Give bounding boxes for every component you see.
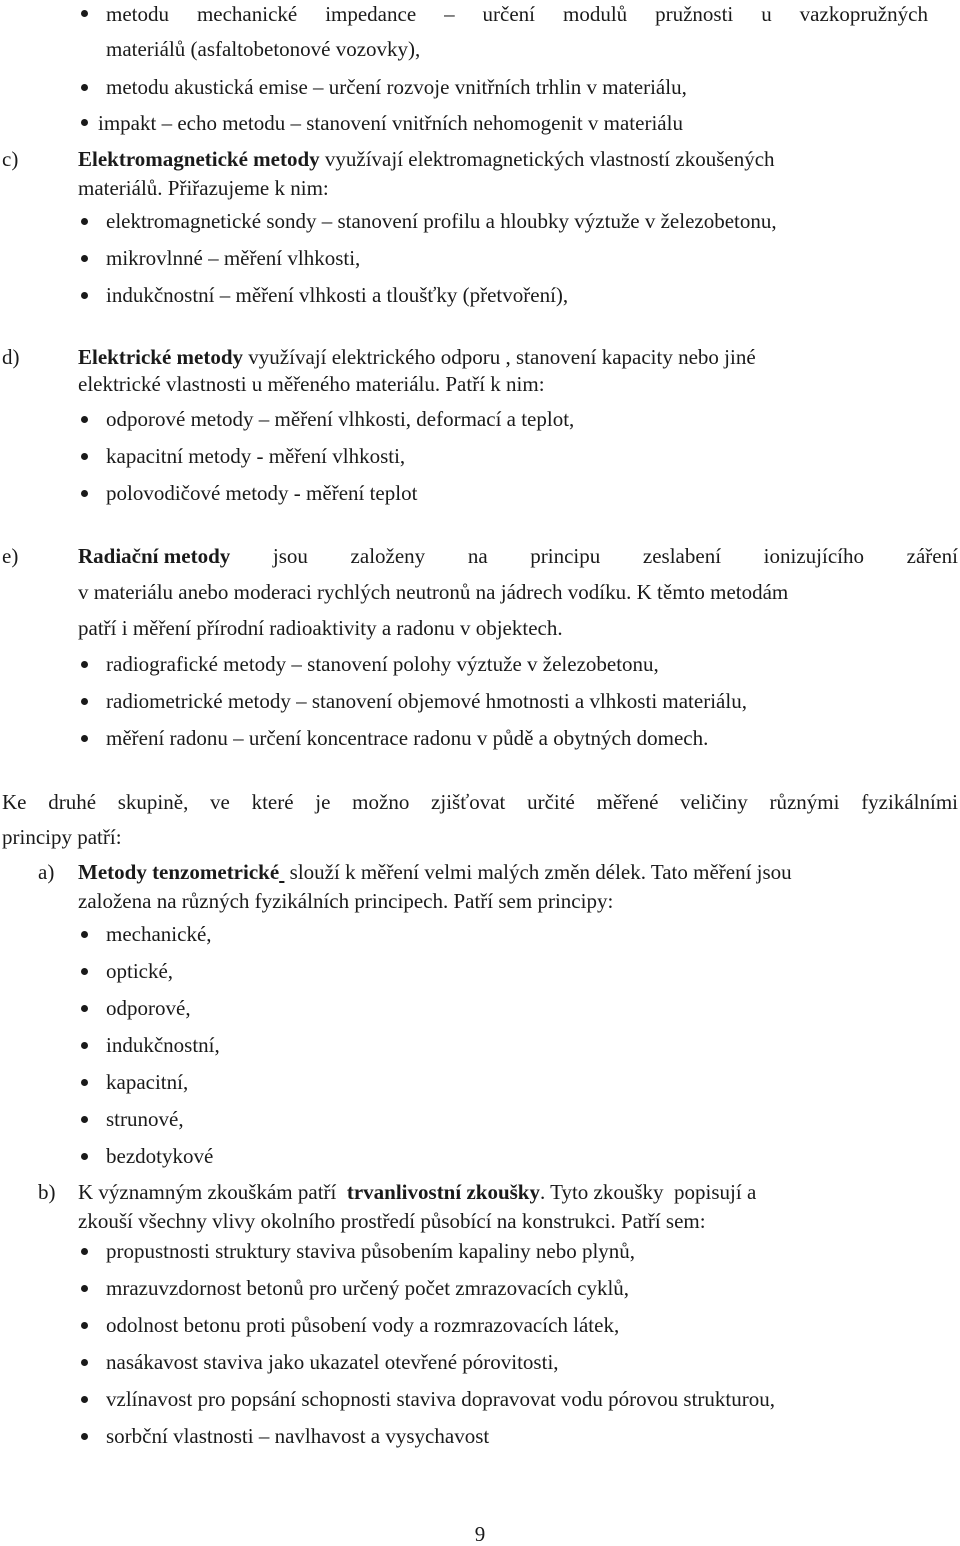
top-bullet-2-text: metodu akustická emise – určení rozvoje vnitřních trhlin v materiálu, [106,75,687,99]
section-e-line3: patří i měření přírodní radioaktivity a radonu v objektech. [78,616,563,640]
group2-b-line1 [78,1180,756,1204]
bullet-icon [81,453,88,460]
group2-a-label: a) [38,860,55,884]
bullet-icon [81,1042,88,1049]
bullet-icon [81,1285,88,1292]
bullet-icon [81,119,88,126]
group2-b-line1-rest: . Tyto zkoušky popisují a [539,1180,757,1204]
top-bullet-1-line2: materiálů (asfaltobetonové vozovky), [106,37,421,61]
top-bullet-3-text: impakt – echo metodu – stanovení vnitřních nehomogenit v materiálu [98,111,683,135]
group2-b-label: b) [38,1180,56,1204]
bullet-icon [81,218,88,225]
section-e-label: e) [2,544,19,568]
section-d-line1 [78,345,756,369]
bullet-icon [81,1079,88,1086]
page-number: 9 [474,1522,486,1546]
bullet-icon [81,931,88,938]
section-c-title: Elektromagnetické metody [78,147,320,171]
group2-b-line1-pre: K významným zkouškám patří [78,1180,337,1204]
section-e-bullet-2: radiometrické metody – stanovení objemové hmotnosti a vlhkosti materiálu, [106,689,747,713]
section-d-bullet-1: odporové metody – měření vlhkosti, deformací a teplot, [106,407,575,431]
bullet-icon [81,1396,88,1403]
group2-b-bullet-3: odolnost betonu proti působení vody a rozmrazovacích látek, [106,1313,620,1337]
group2-a-bullet-1: mechanické, [106,922,212,946]
section-e-bullet-1: radiografické metody – stanovení polohy výztuže v železobetonu, [106,652,659,676]
bullet-icon [81,490,88,497]
group2-a-bullet-2: optické, [106,959,174,983]
section-c-label: c) [2,147,19,171]
bullet-icon [81,698,88,705]
section-e-title: Radiační metody [78,544,231,568]
bullet-icon [81,292,88,299]
group2-b-bullet-1: propustnosti struktury staviva působením kapaliny nebo plynů, [106,1239,636,1263]
section-d-bullet-2: kapacitní metody - měření vlhkosti, [106,444,406,468]
bullet-icon [81,1153,88,1160]
bullet-icon [81,735,88,742]
bullet-icon [81,1248,88,1255]
section-c-bullet-1: elektromagnetické sondy – stanovení profilu a hloubky výztuže v železobetonu, [106,209,777,233]
bullet-icon [81,84,88,91]
section-d-line2: elektrické vlastnosti u měřeného materiálu. Patří k nim: [78,372,545,396]
group2-b-bullet-5: vzlínavost pro popsání schopnosti staviva dopravovat vodu pórovou strukturou, [106,1387,775,1411]
section-d-bullet-3: polovodičové metody - měření teplot [106,481,418,505]
group2-a-line1-rest: slouží k měření velmi malých změn délek. Tato měření jsou [289,860,792,884]
section-d-line1-rest: využívají elektrického odporu , stanovení kapacity nebo jiné [248,345,756,369]
group2-a-line1 [78,860,792,884]
group2-a-line2: založena na různých fyzikálních principech. Patří sem principy: [78,889,614,913]
section-e-bullet-3: měření radonu – určení koncentrace radonu v půdě a obytných domech. [106,726,709,750]
group2-b-line2: zkouší všechny vlivy okolního prostředí působící na konstrukci. Patří sem: [78,1209,706,1233]
bullet-icon [81,1322,88,1329]
bullet-icon [81,1359,88,1366]
section-e-line2: v materiálu anebo moderaci rychlých neutronů na jádrech vodíku. K těmto metodám [78,580,789,604]
group2-b-bullet-6: sorbční vlastnosti – navlhavost a vysychavost [106,1424,490,1448]
group2-a-title: Metody tenzometrické [78,860,280,884]
bullet-icon [81,1433,88,1440]
group2-intro-line2: principy patří: [2,825,122,849]
section-d-label: d) [2,345,20,369]
group2-a-bullet-6: strunové, [106,1107,184,1131]
section-c-bullet-2: mikrovlnné – měření vlhkosti, [106,246,361,270]
bullet-icon [81,1116,88,1123]
section-c-line1-rest: využívají elektromagnetických vlastností zkoušených [324,147,775,171]
group2-b-bullet-2: mrazuvzdornost betonů pro určený počet zmrazovacích cyklů, [106,1276,630,1300]
bullet-icon [81,10,88,17]
section-c-line2: materiálů. Přiřazujeme k nim: [78,176,329,200]
top-bullet-1-line1: metodu mechanické impedance – určení modulů pružnosti u vazkopružných [106,2,928,26]
group2-a-bullet-3: odporové, [106,996,191,1020]
group2-intro-line1: Ke druhé skupině, ve které je možno zjišťovat určité měřené veličiny různými fyzikálními [2,790,958,814]
bullet-icon [81,968,88,975]
group2-b-title: trvanlivostní zkoušky [346,1180,540,1204]
group2-b-bullet-4: nasákavost staviva jako ukazatel otevřené pórovitosti, [106,1350,559,1374]
group2-a-bullet-5: kapacitní, [106,1070,189,1094]
bullet-icon [81,255,88,262]
section-c-bullet-3: indukčnostní – měření vlhkosti a tloušťky (přetvoření), [106,283,569,307]
bullet-icon [81,416,88,423]
section-e-line1: Radiační metody jsou založeny na principu zeslabení ionizujícího záření [78,544,958,568]
section-d-title: Elektrické metody [78,345,244,369]
bullet-icon [81,1005,88,1012]
bullet-icon [81,661,88,668]
section-c-line1 [78,147,775,171]
group2-a-bullet-4: indukčnostní, [106,1033,220,1057]
group2-a-bullet-7: bezdotykové [106,1144,214,1168]
